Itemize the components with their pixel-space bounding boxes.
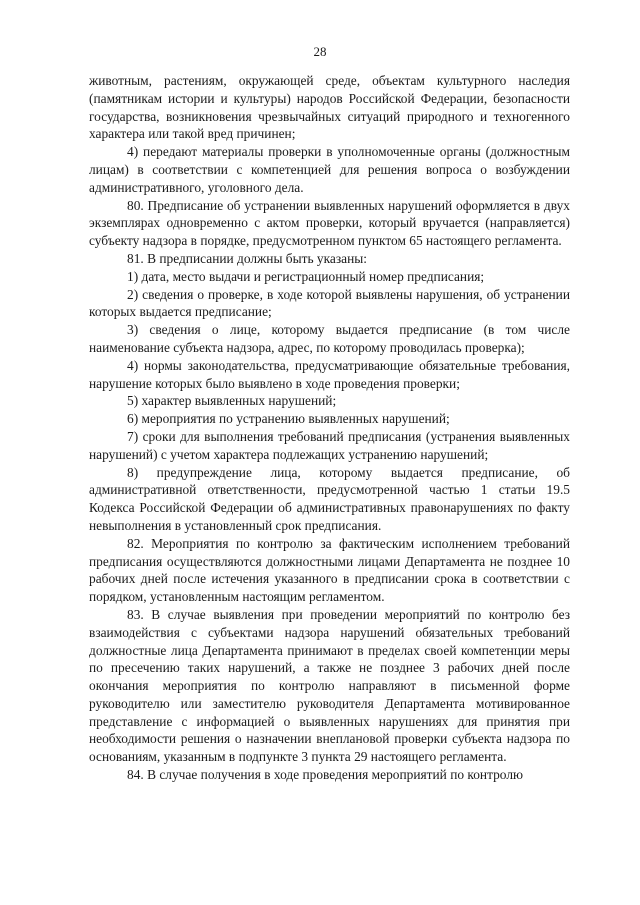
paragraph: 83. В случае выявления при проведении мероприятий по контролю без взаимодействия с субъектами надзора нарушений обязательных требований должностные лица Департамента принимают в пределах своей компетенции меры по пресечению таких нарушений, а также не позднее 3 рабочих дней после окончания мероприятия по контролю направляют в письменной форме руководителю или заместителю руководителя Департамента мотивированное представление с информацией о выявленных нарушениях для принятия при необходимости решения о назначении внеплановой проверки субъекта надзора по основаниям, указанным в подпункте 3 пункта 29 настоящего регламента. xyxy=(89,606,570,765)
list-item: 5) характер выявленных нарушений; xyxy=(127,393,337,409)
list-item: 7) сроки для выполнения требований предписания (устранения выявленных нарушений) с учетом характера подлежащих устранению нарушений; xyxy=(89,428,570,462)
list-item: 4) нормы законодательства, предусматривающие обязательные требования, нарушение которых было выявлено в ходе проведения проверки; xyxy=(89,357,570,391)
list-item: 8) предупреждение лица, которому выдается предписание, об административной ответственности, предусмотренной частью 1 статьи 19.5 Кодекса Российской Федерации об административных правонарушениях по факту невыполнения в установленный срок предписания. xyxy=(89,464,570,533)
paragraph: 80. Предписание об устранении выявленных нарушений оформляется в двух экземплярах одновременно с актом проверки, который вручается (направляется) субъекту надзора в порядке, предусмотренном пунктом 65 настоящего регламента. xyxy=(89,197,570,249)
paragraph: животным, растениям, окружающей среде, объектам культурного наследия (памятникам истории и культуры) народов Российской Федерации, безопасности государства, возникновения чрезвычайных ситуаций природного и техногенного характера или такой вред причинен; xyxy=(89,73,570,142)
list-item: 2) сведения о проверке, в ходе которой выявлены нарушения, об устранении которых выдается предписание; xyxy=(89,286,570,320)
paragraph: 4) передают материалы проверки в уполномоченные органы (должностным лицам) в соответствии с компетенцией для решения вопроса о возбуждении административного, уголовного дела. xyxy=(89,144,570,195)
page-number: 28 xyxy=(313,44,327,59)
paragraph: 81. В предписании должны быть указаны: xyxy=(127,250,367,266)
list-item: 3) сведения о лице, которому выдается предписание (в том числе наименование субъекта надзора, адрес, по которому проводилась проверка); xyxy=(89,322,570,355)
list-item: 1) дата, место выдачи и регистрационный номер предписания; xyxy=(127,268,485,284)
list-item: 6) мероприятия по устранению выявленных нарушений; xyxy=(127,411,450,427)
paragraph: 84. В случае получения в ходе проведения мероприятий по контролю xyxy=(127,767,524,783)
paragraph: 82. Мероприятия по контролю за фактическим исполнением требований предписания осуществляются должностными лицами Департамента не позднее 10 рабочих дней после истечения указанного в предписании срока в соответствии с порядком, установленным настоящим регламентом. xyxy=(89,535,570,605)
document-body xyxy=(89,72,570,784)
